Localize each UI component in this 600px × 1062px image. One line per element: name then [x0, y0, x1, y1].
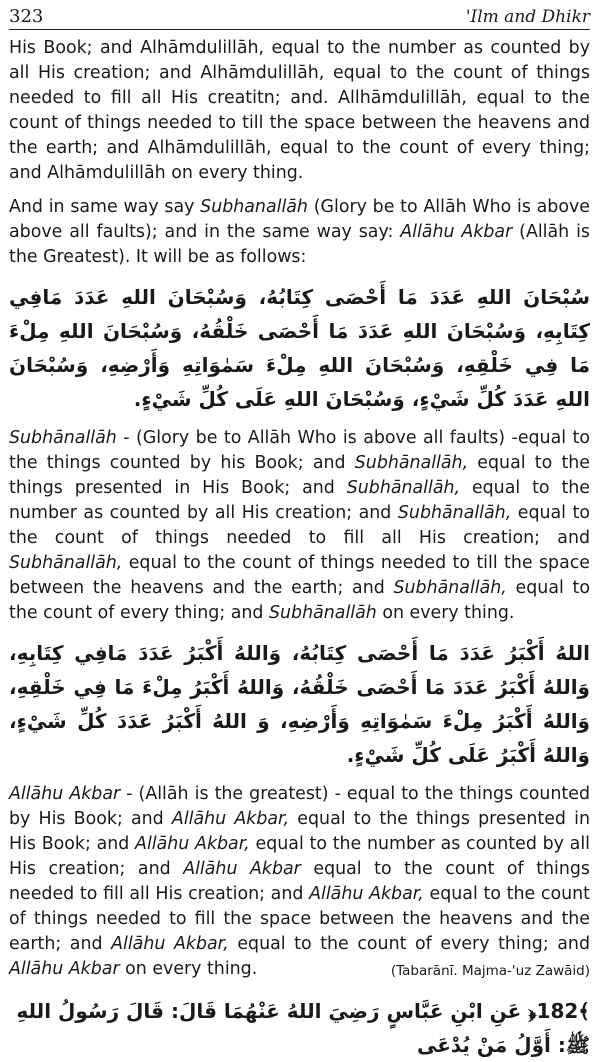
citation: (Tabarānī. Majma-'uz Zawāid)	[390, 963, 590, 979]
text-run: equal to the count of things needed to fill the space between the heavens and the earth; and	[9, 884, 590, 954]
running-title: 'Ilm and Dhikr	[465, 7, 590, 27]
text-run: equal to the things presented in His Bo	[9, 809, 590, 854]
italic-term: Allāhu Akbar,	[135, 834, 250, 854]
text-run: - (Allāh is the greatest) - equal to the things counted by His Book; and	[9, 784, 590, 829]
text-run: - (Glory be to Allāh Who is above all faults) -equal to the things counted by his Book; and	[9, 428, 590, 473]
text-run: equal to the count of things needed to fill all His creation; and	[9, 859, 590, 904]
italic-term: Subhānallāh,	[346, 478, 461, 498]
text-run: equal to the count of things needed to fill all His creation; and	[9, 503, 591, 548]
hadith-number: ﴾182﴿	[521, 999, 590, 1023]
italic-term: Subhanallāh	[200, 197, 308, 217]
text-run: (Allāh is the Greatest). It will be as follows:	[9, 222, 590, 267]
text-run: (Glory be to Allāh Who is above above all faults); and in the same way say:	[9, 197, 590, 242]
paragraph-intro	[9, 195, 590, 270]
italic-term: Subhānallāh	[9, 428, 117, 448]
italic-term: Subhānallāh,	[9, 553, 123, 573]
page-number: 323	[9, 6, 44, 27]
text-run: equal to the count of things needed to till the space between the heavens and the earth; and	[9, 553, 590, 598]
italic-term: Subhānallāh	[268, 603, 377, 623]
italic-term: Allāhu Akbar	[400, 222, 513, 242]
paragraph-allahu-akbar	[9, 782, 590, 982]
text-run: equal to the things presented in His Book; and	[9, 453, 590, 498]
page-header	[9, 0, 590, 30]
text-run: equal to the number as counted by all His creation; and	[9, 478, 590, 523]
text-run: equal to the count of every thing; and	[9, 578, 590, 623]
italic-term: Subhānallāh,	[354, 453, 469, 473]
hadith-182	[9, 994, 590, 1062]
text-run: And in same way say	[9, 197, 201, 217]
italic-term: Allāhu Akbar	[9, 959, 120, 979]
text-run: on every thing.	[376, 603, 515, 623]
page-content	[9, 36, 590, 1062]
arabic-allahu-akbar: اللهُ أَكْبَرُ عَدَدَ مَا أَحْصَى كِتَابُهُ، وَاللهُ أَكْبَرُ عَدَدَ مَافِي كِتَابِهِ، وَاللهُ أَكْبَرُ عَدَدَ مَا أَحْصَى خَلْقُهُ، وَاللهُ أَكْبَرُ مِلْءَ مَا فِي خَلْقِهِ، وَاللهُ أَكْبَرُ مِلْءَ سَمٰوَاتِهِ وَأَرْضِهِ، وَ اللهُ أَكْبَرُ عَدَدَ كُلِّ شَيْءٍ، وَاللهُ أَكْبَرُ عَلَى كُلِّ شَيْءٍ.	[9, 641, 590, 767]
text-run: ok; and	[64, 834, 136, 854]
italic-term: Allāhu Akbar,	[309, 884, 424, 904]
hadith-text: عَنِ ابْنِ عَبَّاسٍ رَضِيَ اللهُ عَنْهُمَا قَالَ: قَالَ رَسُولُ اللهِ ﷺ: أَوَّلُ مَنْ يُدْعَى	[16, 999, 590, 1057]
hadith-number-value: 182	[536, 999, 579, 1023]
paragraph-alhamdulillah: His Book; and Alhāmdulillāh, equal to the number as counted by all His creation; and Alhāmdulillāh, equal to the count of things needed to fill all His creatitn; and. Allhāmdulillāh, equal to the count of things needed to till the space between the heavens and the earth; and Alhāmdulillāh, equal to the count of every thing; and Alhāmdulillāh on every thing.	[9, 38, 590, 183]
italic-term: Allāhu Akbar	[9, 784, 121, 804]
italic-term: Allāhu Akbar,	[111, 934, 229, 954]
paragraph-subhanallah	[9, 426, 590, 626]
italic-term: Allāhu Akbar	[183, 859, 301, 879]
italic-term: Subhānallāh,	[393, 578, 507, 598]
italic-term: Subhānallāh,	[397, 503, 512, 523]
text-run: equal to the count of every thing; and	[228, 934, 590, 954]
arabic-subhanallah: سُبْحَانَ اللهِ عَدَدَ مَا أَحْصَى كِتَابُهُ، وَسُبْحَانَ اللهِ عَدَدَ مَافِي كِتَابِهِ، وَسُبْحَانَ اللهِ عَدَدَ مَا أَحْصَى خَلْقُهُ، وَسُبْحَانَ اللهِ مِلْءَ مَا فِي خَلْقِهِ، وَسُبْحَانَ اللهِ مِلْءَ سَمٰوَاتِهِ وَأَرْضِهِ، وَسُبْحَانَ اللهِ عَدَدَ كُلِّ شَيْءٍ، وَسُبْحَانَ اللهِ عَلَى كُلِّ شَيْءٍ.	[9, 285, 590, 411]
text-run: equal to the number as counted by all His creation; and	[9, 834, 590, 879]
text-run: on every thing.	[119, 959, 258, 979]
italic-term: Allāhu Akbar,	[171, 809, 290, 829]
